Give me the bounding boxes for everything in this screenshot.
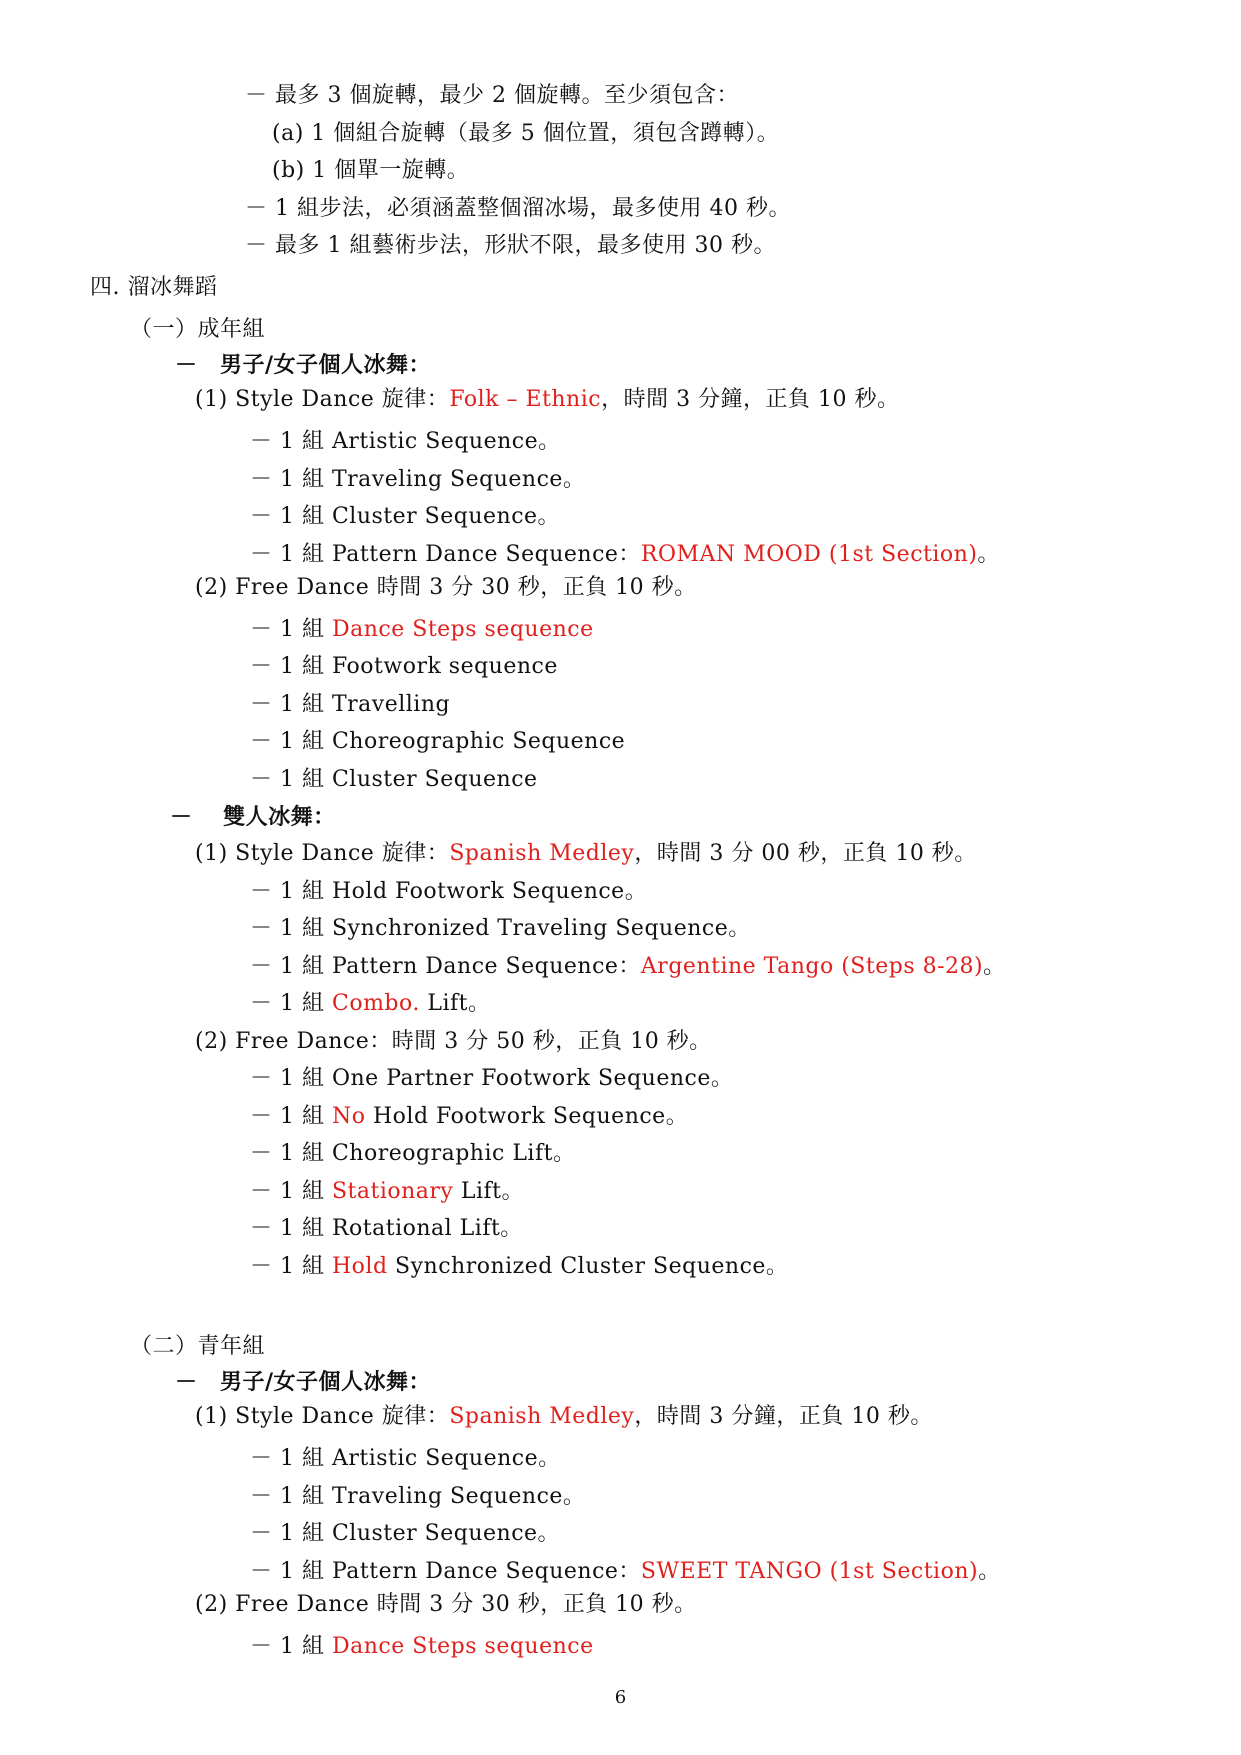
text-segment: － 1 組 Cluster Sequence。 [250,504,561,529]
highlighted-text: ROMAN MOOD (1st Section) [640,542,978,567]
text-segment: (1) Style Dance 旋律： [195,387,450,412]
text-line [250,1558,1001,1586]
highlighted-text: Spanish Medley [449,1404,635,1429]
text-segment: Synchronized Cluster Sequence。 [387,1254,789,1279]
text-segment: － 1 組 One Partner Footwork Sequence。 [250,1066,734,1091]
text-segment: (1) Style Dance 旋律： [195,1404,450,1429]
text-line [245,82,739,110]
text-line [250,953,1006,981]
highlighted-text: SWEET TANGO (1st Section) [640,1559,979,1584]
text-line [245,232,776,260]
highlighted-text: Dance Steps sequence [331,1634,594,1659]
text-segment: (2) Free Dance 時間 3 分 30 秒，正負 10 秒。 [195,1592,697,1617]
text-segment: － 1 組 Cluster Sequence [250,767,538,792]
text-line [195,1591,697,1619]
text-segment: － 1 組 Choreographic Sequence [250,729,626,754]
highlighted-text: Stationary [331,1179,454,1204]
text-segment: ，時間 3 分鐘，正負 10 秒。 [634,1404,933,1429]
text-segment: Hold Footwork Sequence。 [365,1104,689,1129]
text-segment: (a) 1 個組合旋轉（最多 5 個位置，須包含蹲轉）。 [272,121,780,146]
text-segment: － 1 組 Artistic Sequence。 [250,1446,561,1471]
text-line [250,616,594,644]
text-segment: － 1 組 Footwork sequence [250,654,558,679]
text-line [170,803,336,831]
text-segment: Lift。 [419,991,491,1016]
text-segment: － 1 組 Traveling Sequence。 [250,467,586,492]
text-segment: － 1 組 [250,1104,332,1129]
text-line [250,1445,561,1473]
text-line [250,503,560,531]
text-line [250,1215,523,1243]
text-line [250,1140,575,1168]
text-segment: － 1 組 [250,991,332,1016]
text-line [250,1253,788,1281]
text-line [90,274,218,302]
text-line [272,120,779,148]
highlighted-text: Folk – Ethnic [449,387,602,412]
text-segment: － 1 組 Artistic Sequence。 [250,429,561,454]
text-line [250,1520,560,1548]
text-segment: ，時間 3 分 00 秒，正負 10 秒。 [634,841,977,866]
text-segment: － 1 組 [250,617,332,642]
text-line [130,1333,265,1361]
text-segment: － 1 組 Pattern Dance Sequence： [250,954,641,979]
text-line [250,1483,585,1511]
text-line [195,1403,933,1431]
text-segment: － 1 組 Rotational Lift。 [250,1216,523,1241]
highlighted-text: Spanish Medley [449,841,635,866]
text-line [250,466,585,494]
text-line [250,1633,594,1661]
page-number: 6 [614,1687,627,1708]
text-segment: － 1 組 Choreographic Lift。 [250,1141,576,1166]
text-segment: （二）青年組 [130,1334,266,1359]
highlighted-text: Argentine Tango (Steps 8-28) [640,954,984,979]
text-segment: － 男子/女子個人冰舞： [175,1369,432,1395]
text-segment: － 最多 3 個旋轉，最少 2 個旋轉。至少須包含： [245,83,739,108]
text-line [250,878,647,906]
text-line [250,728,625,756]
text-line [250,1065,733,1093]
text-segment: 。 [977,542,1000,567]
text-segment: (b) 1 個單一旋轉。 [272,158,470,183]
text-segment: － 1 組 Hold Footwork Sequence。 [250,879,648,904]
text-line [250,766,538,794]
text-line [250,1103,688,1131]
text-segment: 。 [978,1559,1001,1584]
text-segment: － 男子/女子個人冰舞： [175,352,432,378]
text-segment: － 1 組步法，必須涵蓋整個溜冰場，最多使用 40 秒。 [245,196,791,221]
text-line [195,386,900,414]
text-line [195,574,697,602]
text-segment: － 1 組 Pattern Dance Sequence： [250,1559,641,1584]
text-line [250,653,558,681]
highlighted-text: No [331,1104,366,1129]
text-segment: 四. 溜冰舞蹈 [90,275,218,300]
text-segment: － 1 組 Synchronized Traveling Sequence。 [250,916,751,941]
text-segment: － 雙人冰舞： [170,804,336,830]
highlighted-text: Combo. [331,991,420,1016]
highlighted-text: Hold [331,1254,388,1279]
text-line [250,915,751,943]
highlighted-text: Dance Steps sequence [331,617,594,642]
text-line [250,541,1000,569]
text-segment: － 1 組 [250,1634,332,1659]
text-line [250,691,450,719]
text-segment: － 最多 1 組藝術步法，形狀不限，最多使用 30 秒。 [245,233,776,258]
text-segment: (1) Style Dance 旋律： [195,841,450,866]
text-segment: ，時間 3 分鐘，正負 10 秒。 [601,387,900,412]
text-segment: 。 [983,954,1006,979]
text-line [175,351,431,379]
text-line [195,1028,712,1056]
text-line [175,1368,431,1396]
text-segment: － 1 組 Travelling [250,692,451,717]
text-segment: － 1 組 Traveling Sequence。 [250,1484,586,1509]
text-line [250,1178,524,1206]
text-segment: (2) Free Dance 時間 3 分 30 秒，正負 10 秒。 [195,575,697,600]
text-segment: Lift。 [453,1179,524,1204]
text-segment: （一）成年組 [130,317,266,342]
text-line [250,990,490,1018]
text-segment: － 1 組 Cluster Sequence。 [250,1521,561,1546]
text-line [130,316,265,344]
text-line [272,157,469,185]
text-line [245,195,791,223]
text-segment: － 1 組 Pattern Dance Sequence： [250,542,641,567]
text-segment: － 1 組 [250,1254,332,1279]
text-line [250,428,561,456]
text-line [195,840,977,868]
text-segment: － 1 組 [250,1179,332,1204]
text-segment: (2) Free Dance：時間 3 分 50 秒，正負 10 秒。 [195,1029,712,1054]
